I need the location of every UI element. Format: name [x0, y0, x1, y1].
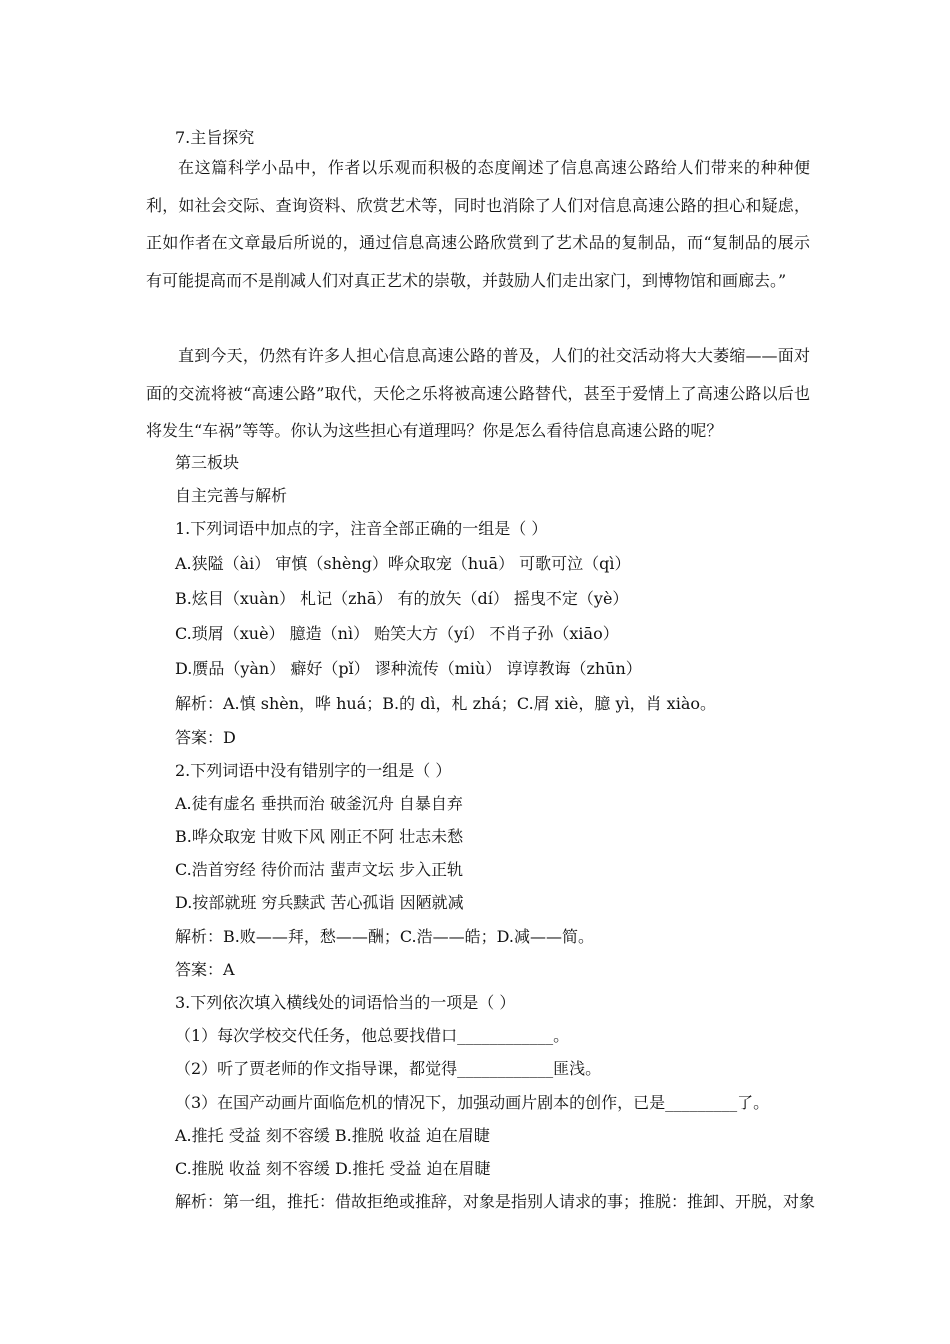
question-1-option-b: B.炫目（xuàn） 札记（zhā） 有的放矢（dí） 摇曳不定（yè） [175, 589, 629, 608]
question-2-option-b: B.哗众取宠 甘败下风 刚正不阿 壮志未愁 [175, 827, 464, 846]
question-3-options-cd: C.推脱 收益 刻不容缓 D.推托 受益 迫在眉睫 [175, 1159, 491, 1178]
paragraph-1: 在这篇科学小品中，作者以乐观而积极的态度阐述了信息高速公路给人们带来的种种便利，如社会交际、查询资料、欣赏艺术等，同时也消除了人们对信息高速公路的担心和疑虑，正如作者在文章最后所说的，通过信息高速公路欣赏到了艺术品的复制品，而“复制品的展示有可能提高而不是削减人们对真正艺术的崇敬，并鼓励人们走出家门，到博物馆和画廊去。” [146, 158, 810, 290]
question-2-option-a: A.徒有虚名 垂拱而治 破釜沉舟 自暴自弃 [175, 794, 463, 813]
question-1-option-c: C.琐屑（xuè） 臆造（nì） 贻笑大方（yí） 不肖子孙（xiāo） [175, 624, 619, 643]
question-1-option-d: D.赝品（yàn） 癖好（pǐ） 谬种流传（miù） 谆谆教诲（zhūn） [175, 659, 642, 678]
question-2-stem: 2.下列词语中没有错别字的一组是（ ） [175, 761, 452, 780]
question-2-analysis: 解析：B.败——拜，愁——酬；C.浩——皓；D.减——简。 [175, 927, 594, 946]
question-1-analysis: 解析：A.慎 shèn，哗 huá；B.的 dì，札 zhá；C.屑 xiè，臆 yì，肖 xiào。 [175, 694, 716, 713]
question-3-sentence-3: （3）在国产动画片面临危机的情况下，加强动画片剧本的创作，已是_________了。 [175, 1093, 770, 1112]
block-subtitle: 自主完善与解析 [175, 486, 288, 505]
question-2-option-c: C.浩首穷经 待价而沽 蜚声文坛 步入正轨 [175, 860, 464, 879]
question-2-answer: 答案：A [175, 960, 235, 979]
paragraph-2: 直到今天，仍然有许多人担心信息高速公路的普及，人们的社交活动将大大萎缩——面对面的交流将被“高速公路”取代，天伦之乐将被高速公路替代，甚至于爱情上了高速公路以后也将发生“车祸”等等。你认为这些担心有道理吗？你是怎么看待信息高速公路的呢？ [146, 346, 810, 440]
question-1-stem: 1.下列词语中加点的字，注音全部正确的一组是（ ） [175, 519, 548, 538]
section-heading: 7.主旨探究 [175, 128, 255, 147]
question-1-answer: 答案：D [175, 728, 236, 747]
question-3-analysis: 解析：第一组，推托：借故拒绝或推辞，对象是指别人请求的事；推脱：推卸、开脱，对象 [175, 1192, 816, 1211]
question-3-stem: 3.下列依次填入横线处的词语恰当的一项是（ ） [175, 993, 516, 1012]
question-3-sentence-2: （2）听了贾老师的作文指导课，都觉得____________匪浅。 [175, 1059, 602, 1078]
question-3-options-ab: A.推托 受益 刻不容缓 B.推脱 收益 迫在眉睫 [175, 1126, 490, 1145]
block-title: 第三板块 [175, 453, 240, 472]
question-1-option-a: A.狭隘（ài） 审慎（shèng）哗众取宠（huā） 可歌可泣（qì） [175, 554, 631, 573]
question-3-sentence-1: （1）每次学校交代任务，他总要找借口____________。 [175, 1026, 570, 1045]
question-2-option-d: D.按部就班 穷兵黩武 苦心孤诣 因陋就减 [175, 893, 464, 912]
